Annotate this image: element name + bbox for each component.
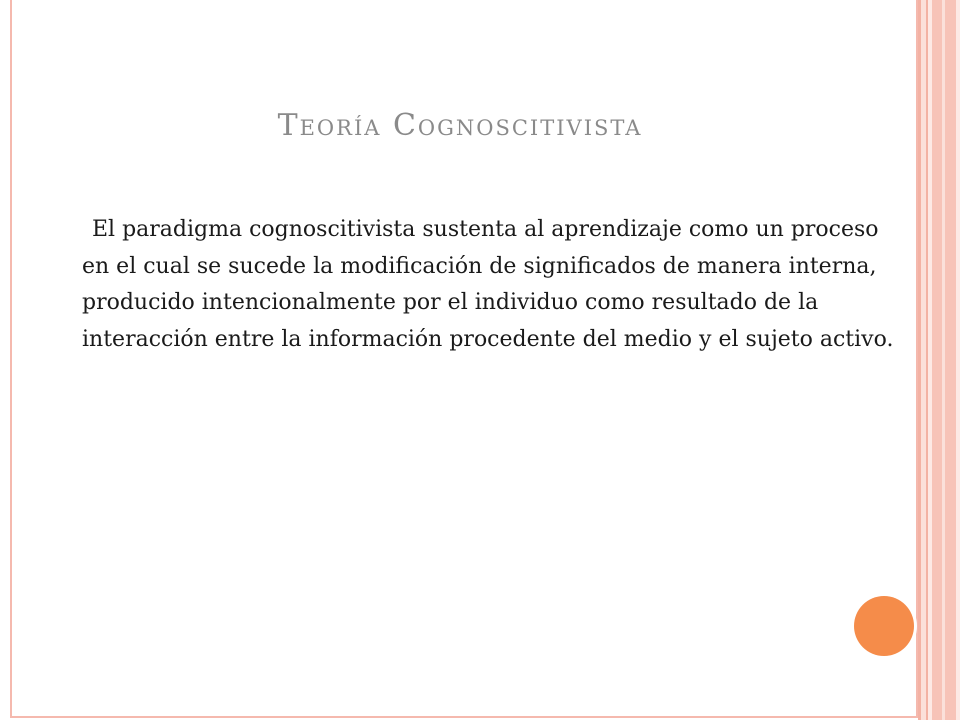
decorative-stripe xyxy=(945,0,956,720)
decorative-stripe xyxy=(956,0,960,720)
slide-title: Teoría Cognoscitivista xyxy=(277,108,643,143)
decorative-stripe xyxy=(932,0,942,720)
decorative-circle xyxy=(854,596,914,656)
slide-body-text: El paradigma cognoscitivista sustenta al aprendizaje como un proceso en el cual se sucede la modificación de significados de manera interna, producido intencionalmente por el individuo como resultado de la interacción entre la información procedente del medio y el sujeto activo. xyxy=(82,217,894,352)
